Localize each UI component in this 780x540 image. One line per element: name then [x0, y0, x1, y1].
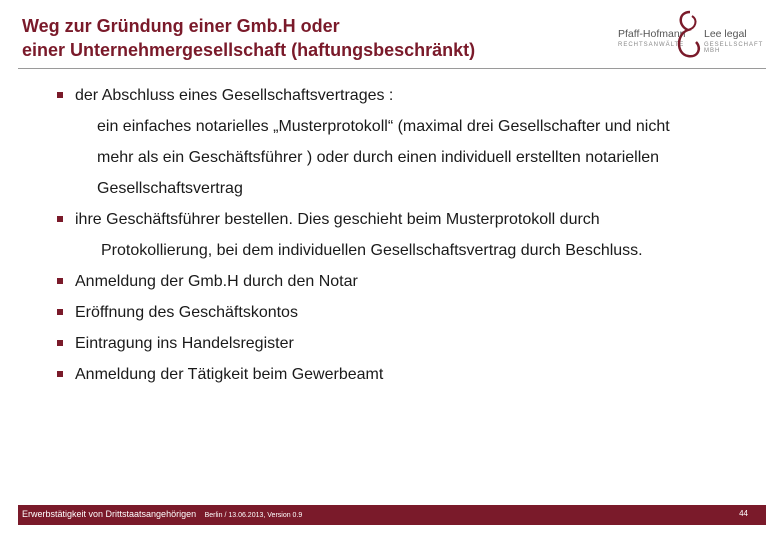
slide-title	[22, 14, 582, 62]
footer-text: Erwerbstätigkeit von Drittstaatsangehörigen	[22, 509, 197, 519]
title-line-1: Weg zur Gründung einer Gmb.H oder	[22, 16, 340, 36]
logo-right-sub: GESELLSCHAFT MBH	[704, 42, 764, 54]
logo-left-sub: RECHTSANWÄLTE	[618, 42, 685, 48]
bullet-item-5	[55, 328, 755, 359]
logo-left-name: Pfaff-Hofmann	[618, 28, 686, 40]
bullet-text: Anmeldung der Gmb.H durch den Notar	[75, 273, 358, 290]
bullet-text: der Abschluss eines Gesellschaftsvertrages :	[75, 87, 394, 104]
firm-logo	[612, 8, 772, 62]
footer-left	[22, 509, 302, 519]
bullet-text: mehr als ein Geschäftsführer ) oder durch einen individuell erstellten notariellen	[97, 149, 660, 166]
page-number: 44	[739, 509, 748, 518]
bullet-item-4	[55, 297, 755, 328]
bullet-item-1	[55, 80, 755, 204]
title-line-2: einer Unternehmergesellschaft (haftungsbeschränkt)	[22, 40, 476, 60]
bullet-text: ihre Geschäftsführer bestellen. Dies geschieht beim Musterprotokoll durch	[75, 211, 600, 228]
ampersand-logo-icon	[670, 8, 704, 62]
bullet-item-6	[55, 359, 755, 390]
footer-meta: Berlin / 13.06.2013, Version 0.9	[204, 512, 303, 519]
bullet-text: Eröffnung des Geschäftskontos	[75, 304, 298, 321]
bullet-text: Anmeldung der Tätigkeit beim Gewerbeamt	[75, 366, 384, 383]
bullet-list	[55, 80, 755, 390]
bullet-text: Eintragung ins Handelsregister	[75, 335, 294, 352]
bullet-item-3	[55, 266, 755, 297]
bullet-item-2	[55, 204, 755, 266]
bullet-text: ein einfaches notarielles „Musterprotokoll“ (maximal drei Gesellschafter und nicht	[97, 118, 670, 135]
header-divider	[18, 68, 766, 69]
footer-bar	[18, 505, 766, 525]
bullet-text: Gesellschaftsvertrag	[97, 180, 243, 197]
logo-right-name: Lee legal	[704, 28, 747, 40]
bullet-text: Protokollierung, bei dem individuellen Gesellschaftsvertrag durch Beschluss.	[101, 242, 643, 259]
